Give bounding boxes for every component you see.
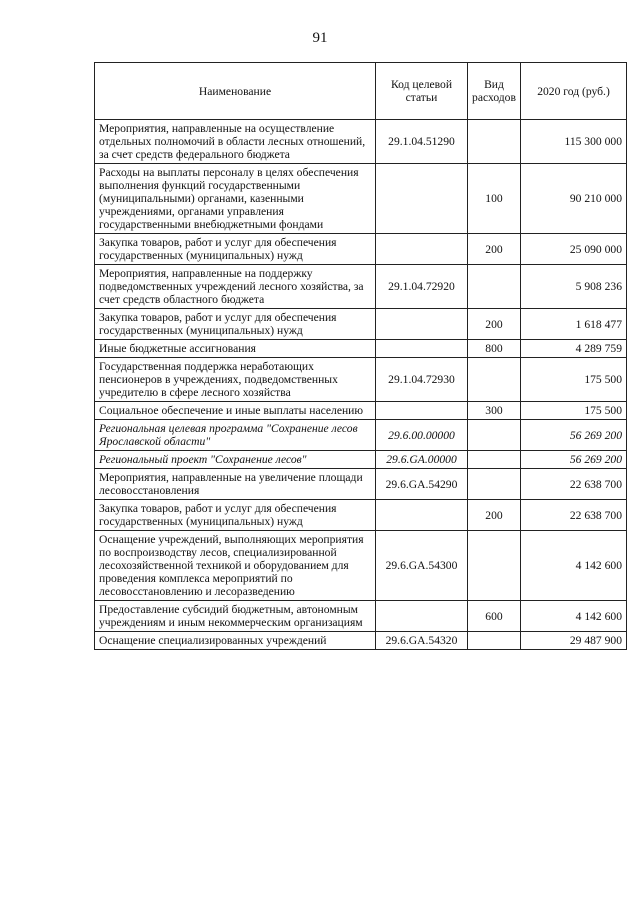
row-name-cell: Мероприятия, направленные на осуществление отдельных полномочий в области лесных отношений, за счет средств федерального бюджета [95, 120, 376, 164]
row-name-cell: Закупка товаров, работ и услуг для обеспечения государственных (муниципальных) нужд [95, 309, 376, 340]
row-name-cell: Закупка товаров, работ и услуг для обеспечения государственных (муниципальных) нужд [95, 234, 376, 265]
row-code-cell: 29.6.GA.54320 [376, 632, 468, 650]
row-amount-cell: 56 269 200 [521, 420, 627, 451]
table-row [95, 234, 627, 265]
row-kind-cell [468, 531, 521, 601]
row-name-cell: Социальное обеспечение и иные выплаты населению [95, 402, 376, 420]
row-kind-cell [468, 120, 521, 164]
row-kind-cell: 300 [468, 402, 521, 420]
row-name-cell: Региональная целевая программа "Сохранение лесов Ярославской области" [95, 420, 376, 451]
table-row [95, 309, 627, 340]
table-row [95, 358, 627, 402]
row-amount-cell: 1 618 477 [521, 309, 627, 340]
table-row [95, 120, 627, 164]
row-code-cell [376, 402, 468, 420]
row-code-cell: 29.1.04.72930 [376, 358, 468, 402]
row-kind-cell [468, 265, 521, 309]
row-name-cell: Расходы на выплаты персоналу в целях обеспечения выполнения функций государственными (муниципальными) органами, казенными учреждениями, органами управления государственными внебюджетными фондами [95, 164, 376, 234]
row-amount-cell: 175 500 [521, 358, 627, 402]
header-code: Код целевой статьи [376, 63, 468, 120]
row-amount-cell: 25 090 000 [521, 234, 627, 265]
row-name-cell: Оснащение учреждений, выполняющих мероприятия по воспроизводству лесов, специализированной лесохозяйственной техникой и оборудованием для проведения комплекса мероприятий по лесовосстановлению и лесоразведению [95, 531, 376, 601]
table-row [95, 632, 627, 650]
row-name-cell: Предоставление субсидий бюджетным, автономным учреждениям и иным некоммерческим организациям [95, 601, 376, 632]
row-kind-cell [468, 420, 521, 451]
table-row [95, 451, 627, 469]
row-name-cell: Оснащение специализированных учреждений [95, 632, 376, 650]
row-amount-cell: 4 142 600 [521, 601, 627, 632]
row-kind-cell [468, 451, 521, 469]
page-number: 91 [312, 30, 328, 46]
row-amount-cell: 56 269 200 [521, 451, 627, 469]
row-kind-cell: 800 [468, 340, 521, 358]
row-kind-cell: 200 [468, 500, 521, 531]
table-row [95, 402, 627, 420]
header-name: Наименование [95, 63, 376, 120]
row-name-cell: Иные бюджетные ассигнования [95, 340, 376, 358]
row-name-cell: Государственная поддержка неработающих пенсионеров в учреждениях, подведомственных учредителю в сфере лесного хозяйства [95, 358, 376, 402]
table-row [95, 340, 627, 358]
row-code-cell: 29.1.04.51290 [376, 120, 468, 164]
row-kind-cell: 100 [468, 164, 521, 234]
row-code-cell: 29.1.04.72920 [376, 265, 468, 309]
row-amount-cell: 115 300 000 [521, 120, 627, 164]
row-code-cell [376, 234, 468, 265]
row-name-cell: Региональный проект "Сохранение лесов" [95, 451, 376, 469]
row-kind-cell: 200 [468, 309, 521, 340]
row-amount-cell: 175 500 [521, 402, 627, 420]
row-name-cell: Мероприятия, направленные на увеличение площади лесовосстановления [95, 469, 376, 500]
table-row [95, 469, 627, 500]
row-code-cell [376, 500, 468, 531]
row-kind-cell [468, 358, 521, 402]
row-code-cell: 29.6.GA.54290 [376, 469, 468, 500]
header-kind: Вид расходов [468, 63, 521, 120]
header-year: 2020 год (руб.) [521, 63, 627, 120]
budget-table [94, 62, 627, 650]
row-kind-cell: 600 [468, 601, 521, 632]
table-row [95, 500, 627, 531]
row-amount-cell: 4 142 600 [521, 531, 627, 601]
row-amount-cell: 29 487 900 [521, 632, 627, 650]
row-amount-cell: 22 638 700 [521, 500, 627, 531]
row-name-cell: Мероприятия, направленные на поддержку подведомственных учреждений лесного хозяйства, за счет средств областного бюджета [95, 265, 376, 309]
row-kind-cell: 200 [468, 234, 521, 265]
row-kind-cell [468, 632, 521, 650]
row-name-cell: Закупка товаров, работ и услуг для обеспечения государственных (муниципальных) нужд [95, 500, 376, 531]
table-row [95, 420, 627, 451]
row-code-cell [376, 164, 468, 234]
table-row [95, 531, 627, 601]
row-amount-cell: 22 638 700 [521, 469, 627, 500]
row-code-cell: 29.6.GA.54300 [376, 531, 468, 601]
table-row [95, 164, 627, 234]
row-amount-cell: 90 210 000 [521, 164, 627, 234]
row-code-cell: 29.6.GA.00000 [376, 451, 468, 469]
row-code-cell [376, 309, 468, 340]
row-kind-cell [468, 469, 521, 500]
row-code-cell: 29.6.00.00000 [376, 420, 468, 451]
table-row [95, 265, 627, 309]
table-header-row [95, 63, 627, 120]
row-amount-cell: 5 908 236 [521, 265, 627, 309]
row-amount-cell: 4 289 759 [521, 340, 627, 358]
table-row [95, 601, 627, 632]
row-code-cell [376, 340, 468, 358]
row-code-cell [376, 601, 468, 632]
